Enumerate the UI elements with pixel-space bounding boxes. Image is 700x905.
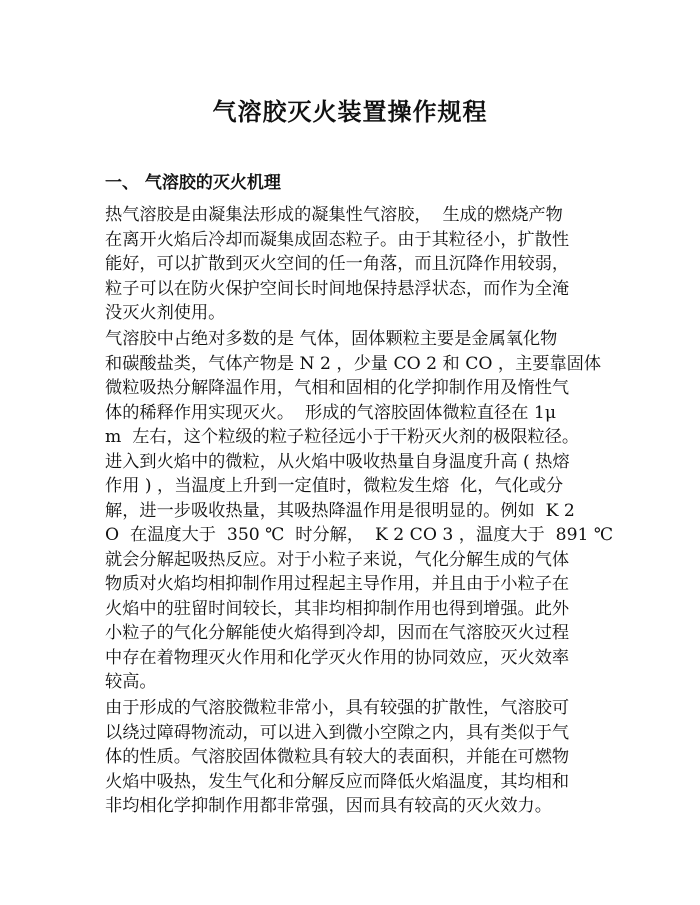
paragraph-line: 非均相化学抑制作用都非常强，因而具有较高的灭火效力。 bbox=[105, 796, 552, 816]
section-heading: 一、 气溶胶的灭火机理 bbox=[105, 173, 281, 193]
paragraph-3 bbox=[105, 696, 605, 819]
document-title: 气溶胶灭火装置操作规程 bbox=[212, 97, 488, 126]
paragraph-line: 在离开火焰后冷却而凝集成固态粒子。由于其粒径小，扩散性 bbox=[105, 229, 570, 250]
paragraph-line: 进入到火焰中的微粒，从火焰中吸收热量自身温度升高 ( 热熔 bbox=[105, 451, 570, 472]
paragraph-line: m 左右，这个粒级的粒子粒径远小于干粉灭火剂的极限粒径。 bbox=[105, 427, 580, 447]
paragraph-line: 就会分解起吸热反应。对于小粒子来说，气化分解生成的气体 bbox=[105, 549, 570, 570]
paragraph-line: 微粒吸热分解降温作用，气相和固相的化学抑制作用及惰性气 bbox=[105, 378, 570, 398]
paragraph-line: 物质对火焰均相抑制作用过程起主导作用，并且由于小粒子在 bbox=[105, 574, 570, 594]
paragraph-line: 火焰中的驻留时间较长，其非均相抑制作用也得到增强。此外 bbox=[105, 598, 570, 619]
paragraph-line: 粒子可以在防火保护空间长时间地保持悬浮状态，而作为全淹 bbox=[105, 278, 570, 299]
paragraph-1 bbox=[105, 203, 605, 326]
paragraph-line: O 在温度大于 350 ℃ 时分解， K 2 CO 3 ，温度大于 891 ℃ bbox=[105, 525, 614, 545]
paragraph-line: 和碳酸盐类，气体产物是 N 2 ，少量 CO 2 和 CO ，主要靠固体 bbox=[105, 353, 602, 374]
paragraph-line: 体的稀释作用实现灭火。 形成的气溶胶固体微粒直径在 1μ bbox=[105, 402, 556, 423]
paragraph-line: 较高。 bbox=[105, 672, 157, 692]
paragraph-2 bbox=[105, 327, 614, 695]
paragraph-line: 火焰中吸热，发生气化和分解反应而降低火焰温度，其均相和 bbox=[105, 771, 570, 792]
paragraph-line: 气溶胶中占绝对多数的是 气体，固体颗粒主要是金属氧化物 bbox=[105, 329, 558, 349]
paragraph-line: 体的性质。气溶胶固体微粒具有较大的表面积，并能在可燃物 bbox=[105, 747, 570, 767]
paragraph-line: 没灭火剂使用。 bbox=[105, 303, 226, 323]
paragraph-line: 解，进一步吸收热量，其吸热降温作用是很明显的。例如 K 2 bbox=[105, 500, 575, 521]
paragraph-line: 作用 ) ，当温度上升到一定值时，微粒发生熔 化，气化或分 bbox=[105, 476, 564, 496]
paragraph-line: 小粒子的气化分解能使火焰得到冷却，因而在气溶胶灭火过程 bbox=[105, 623, 570, 643]
paragraph-line: 由于形成的气溶胶微粒非常小，具有较强的扩散性，气溶胶可 bbox=[105, 698, 570, 718]
paragraph-line: 以绕过障碍物流动，可以进入到微小空隙之内，具有类似于气 bbox=[105, 722, 570, 743]
paragraph-line: 中存在着物理灭火作用和化学灭火作用的协同效应，灭火效率 bbox=[105, 647, 570, 668]
paragraph-line: 热气溶胶是由凝集法形成的凝集性气溶胶， 生成的燃烧产物 bbox=[105, 205, 563, 225]
paragraph-line: 能好，可以扩散到灭火空间的任一角落，而且沉降作用较弱， bbox=[105, 254, 570, 274]
